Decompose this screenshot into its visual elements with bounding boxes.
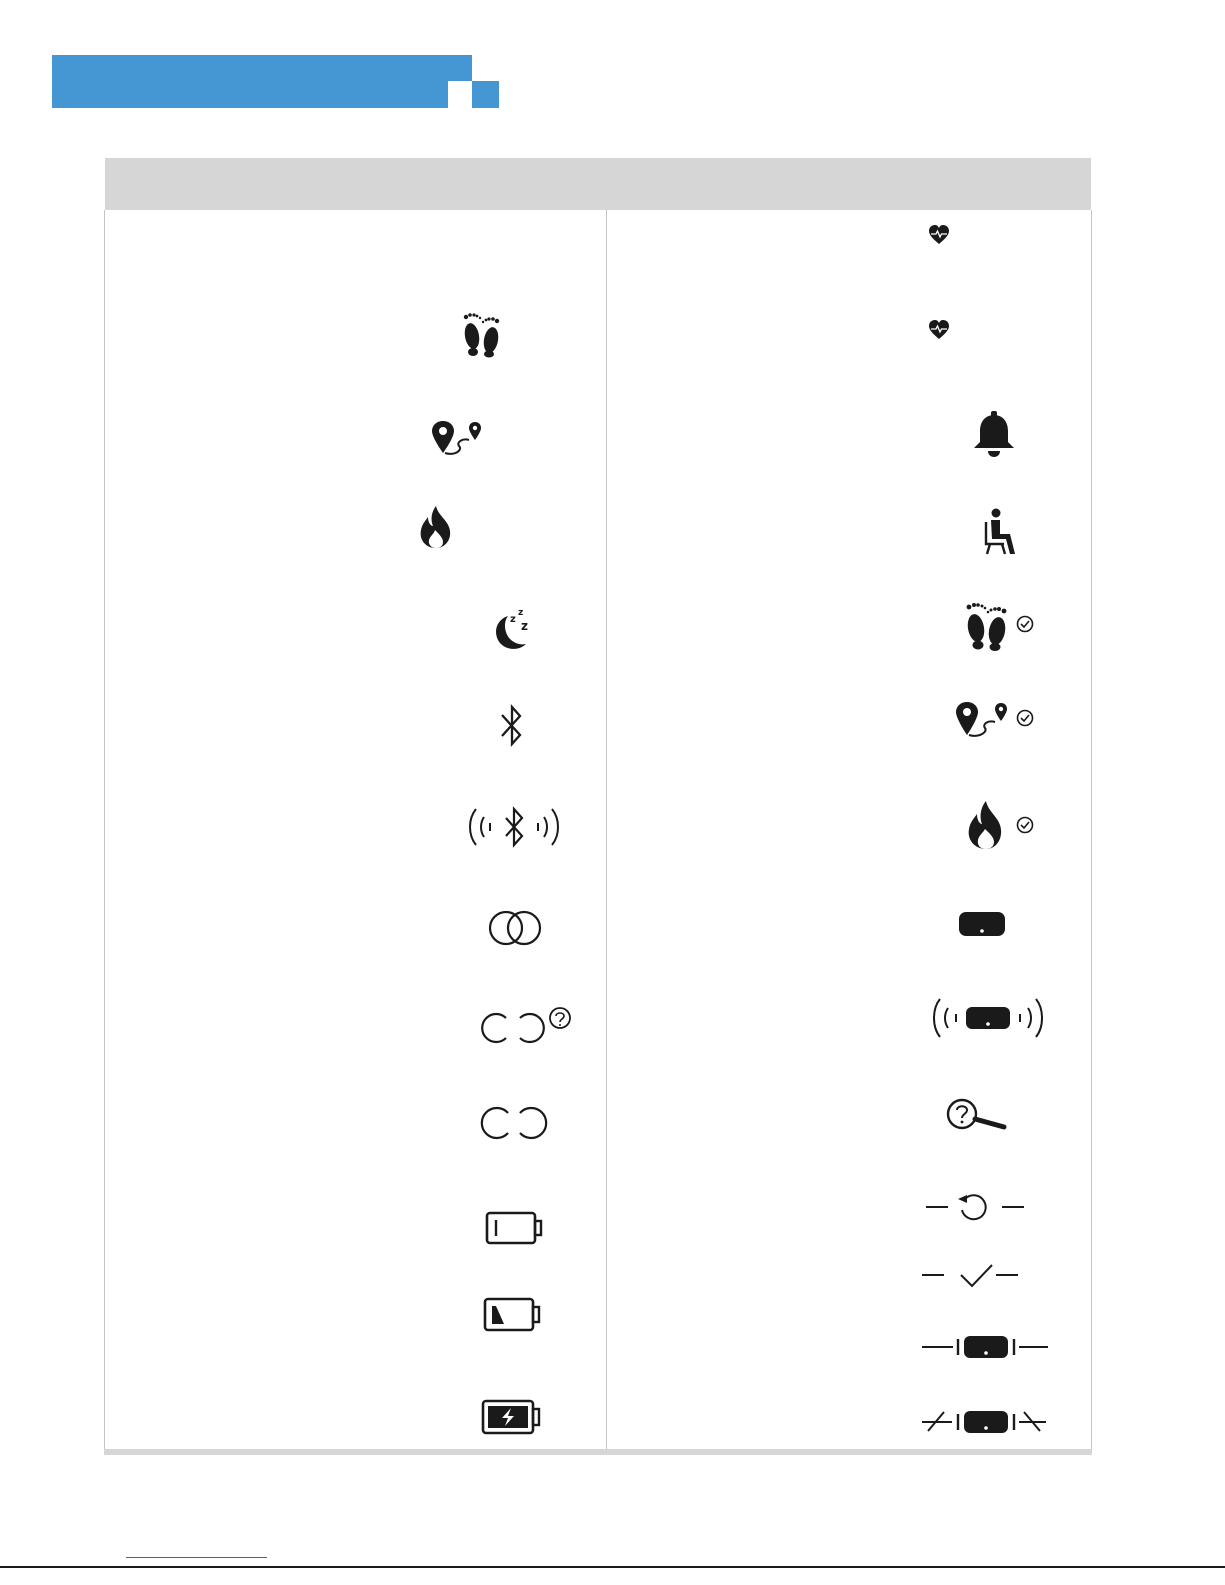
footer-rule (0, 1566, 1225, 1568)
flame-goal-check-icon (964, 800, 1038, 850)
heart-rate-icon (928, 224, 950, 246)
bluetooth-searching-icon (466, 805, 562, 849)
sync-refresh-icon (924, 1190, 1026, 1224)
sedentary-sitting-icon (982, 508, 1020, 556)
heart-rate-small-icon (928, 319, 950, 341)
tracker-device-icon (958, 910, 1006, 938)
rings-disconnected-help-icon (476, 1005, 574, 1047)
footer-link-underline[interactable] (126, 1557, 267, 1558)
rings-connected-icon (486, 908, 546, 948)
route-goal-check-icon (955, 700, 1037, 742)
search-help-icon (944, 1096, 1010, 1132)
header-banner-bar (52, 55, 448, 108)
band-disconnected-icon (920, 1407, 1050, 1437)
bluetooth-icon (498, 702, 526, 750)
tracker-vibrate-icon (930, 995, 1046, 1041)
svg-text:z: z (518, 608, 524, 618)
header-banner-block-1 (448, 55, 472, 81)
battery-medium-icon (482, 1296, 544, 1334)
band-connected-icon (920, 1332, 1050, 1362)
battery-low-icon (484, 1210, 546, 1246)
footprints-goal-check-icon (962, 598, 1038, 652)
icon-table-bottom-border (104, 1449, 1092, 1455)
rings-disconnected-icon (478, 1101, 554, 1143)
battery-charging-icon (480, 1397, 544, 1437)
icon-table-header (105, 158, 1091, 210)
sleep-moon-icon (490, 606, 536, 652)
footprints-icon (459, 310, 505, 358)
route-distance-icon (431, 420, 485, 456)
sync-complete-check-icon (920, 1262, 1022, 1288)
bell-alarm-icon (972, 410, 1016, 458)
svg-text:z: z (510, 614, 516, 625)
flame-calories-icon (416, 505, 456, 549)
header-banner-block-2 (472, 81, 499, 108)
svg-text:z: z (521, 619, 528, 633)
